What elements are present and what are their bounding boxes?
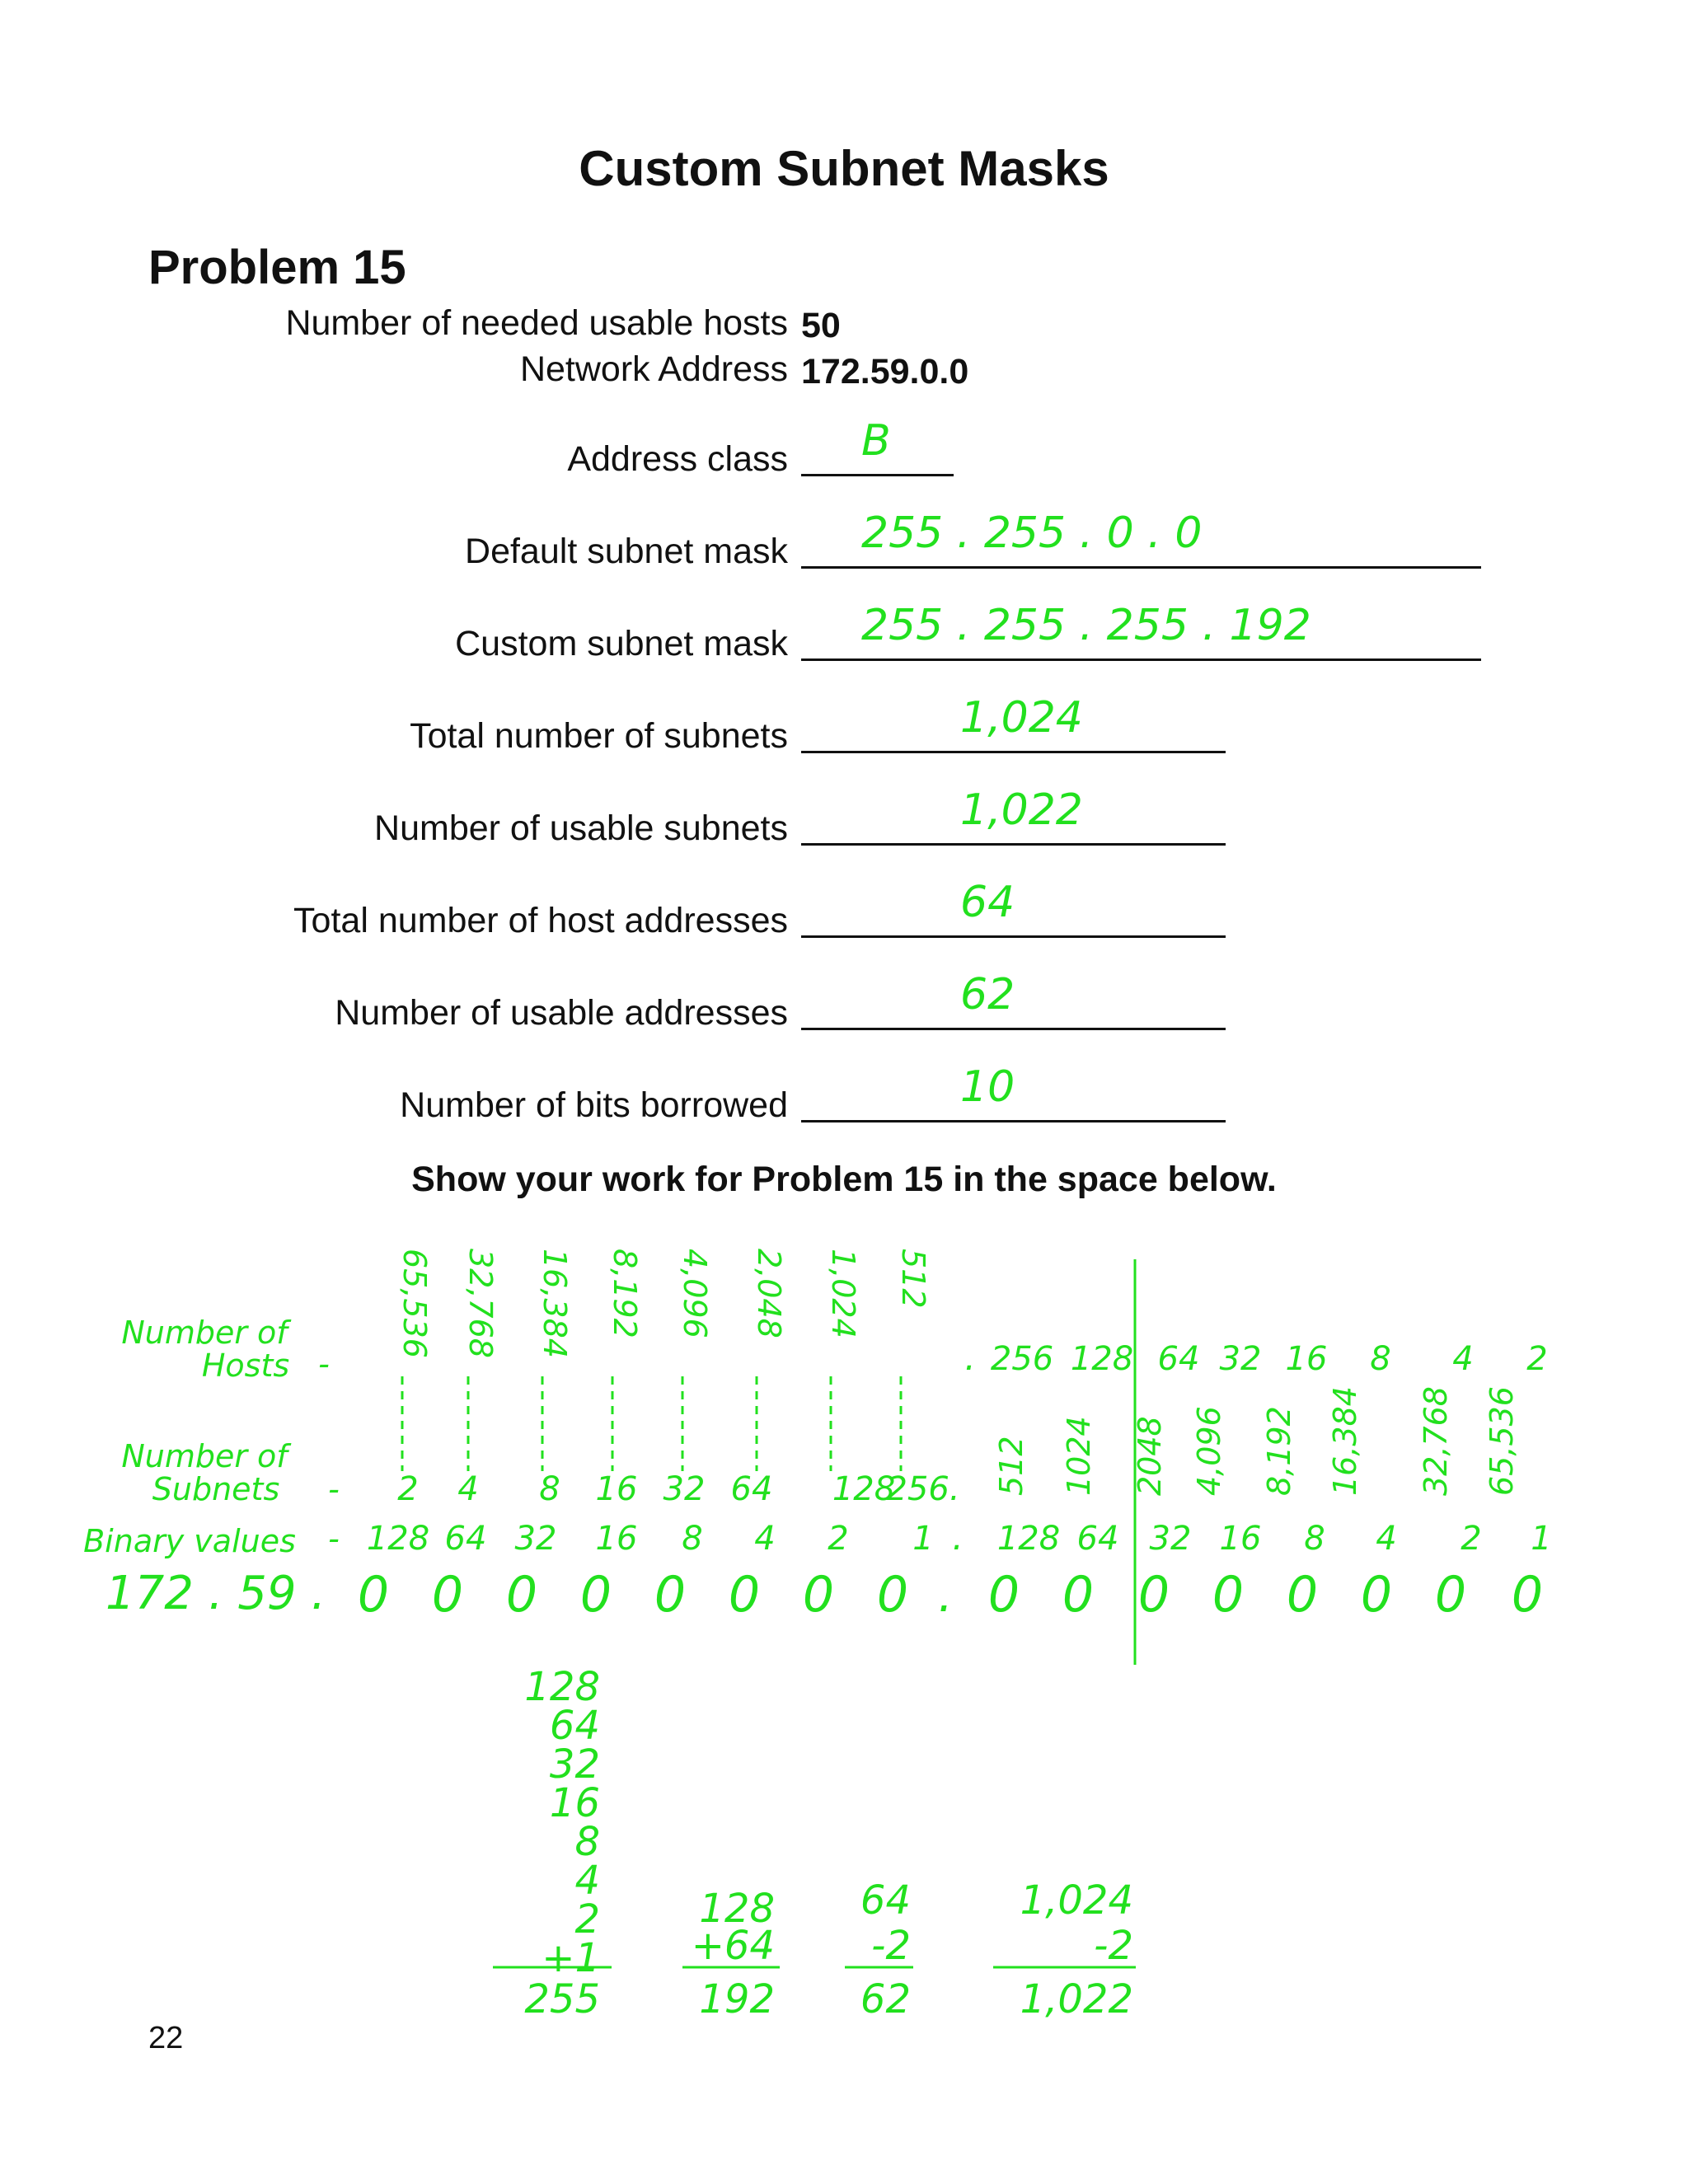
hosts-row-dot: . bbox=[964, 1338, 976, 1378]
sum-addend-2: 2 bbox=[574, 1896, 600, 1943]
hosts-row-label-line2: Hosts bbox=[201, 1347, 290, 1384]
total-hosts-answer: 64 bbox=[960, 878, 1015, 927]
binary-value-128: 128 bbox=[996, 1520, 1061, 1558]
host-count-2: 2 bbox=[1526, 1340, 1548, 1378]
subnets-row-label-line2: Subnets bbox=[152, 1471, 280, 1507]
address-bit: 0 bbox=[802, 1566, 835, 1624]
host-count-256: 256 bbox=[990, 1340, 1054, 1378]
address-bit: 0 bbox=[1062, 1566, 1095, 1624]
host-count-512: 512 bbox=[895, 1249, 931, 1309]
binary-row-label: Binary values bbox=[83, 1523, 296, 1559]
address-bit: 0 bbox=[1286, 1566, 1319, 1624]
page-number: 22 bbox=[148, 2021, 184, 2055]
address-bit: 0 bbox=[505, 1566, 538, 1624]
problem-heading: Problem 15 bbox=[148, 241, 406, 294]
subnet-count-128: 128 bbox=[832, 1470, 896, 1508]
calc-192-result: 192 bbox=[699, 1976, 775, 2022]
subnet-count-2: 2 bbox=[397, 1470, 419, 1508]
subnet-count-16: 16 bbox=[595, 1470, 638, 1508]
binary-value-128: 128 bbox=[366, 1520, 430, 1558]
binary-value-32: 32 bbox=[1149, 1520, 1192, 1558]
host-count-2,048: 2,048 bbox=[751, 1249, 787, 1338]
custom-mask-label: Custom subnet mask bbox=[455, 624, 788, 663]
address-class-answer: B bbox=[861, 416, 891, 466]
sum-addend-128: 128 bbox=[524, 1664, 600, 1710]
host-count-8: 8 bbox=[1370, 1340, 1391, 1378]
sum-addend-64: 64 bbox=[549, 1703, 600, 1749]
sum-addend-+1: +1 bbox=[542, 1935, 600, 1981]
hosts-row-dash: - bbox=[318, 1346, 330, 1382]
subnet-count-4: 4 bbox=[457, 1470, 479, 1508]
sum-addend-8: 8 bbox=[574, 1819, 600, 1865]
calc-192-b: +64 bbox=[691, 1923, 775, 1969]
host-count-16: 16 bbox=[1285, 1340, 1328, 1378]
needed-hosts-value: 50 bbox=[801, 306, 841, 345]
binary-value-64: 64 bbox=[1076, 1520, 1119, 1558]
host-count-4: 4 bbox=[1452, 1340, 1474, 1378]
binary-value-1: 1 bbox=[1531, 1520, 1552, 1558]
address-bit: 0 bbox=[431, 1566, 464, 1624]
binary-value-2: 2 bbox=[1461, 1520, 1482, 1558]
subnet-count-1024: 1024 bbox=[1061, 1416, 1097, 1496]
usable-addresses-label: Number of usable addresses bbox=[335, 993, 788, 1033]
address-bit: 0 bbox=[1434, 1566, 1467, 1624]
subnet-count-32: 32 bbox=[663, 1470, 706, 1508]
subnet-count-64: 64 bbox=[730, 1470, 773, 1508]
address-bit: 0 bbox=[987, 1566, 1020, 1624]
host-count-4,096: 4,096 bbox=[677, 1249, 713, 1338]
subnet-count-8,192: 8,192 bbox=[1261, 1406, 1297, 1496]
binary-value-1: 1 bbox=[912, 1520, 934, 1558]
host-count-65,536: 65,536 bbox=[396, 1249, 433, 1358]
network-address-value: 172.59.0.0 bbox=[801, 352, 969, 391]
usable-subnets-label: Number of usable subnets bbox=[374, 808, 788, 848]
subnet-count-16,384: 16,384 bbox=[1327, 1386, 1363, 1496]
hosts-row-label-line1: Number of bbox=[121, 1315, 288, 1351]
binary-value-16: 16 bbox=[595, 1520, 638, 1558]
bits-borrowed-label: Number of bits borrowed bbox=[400, 1085, 788, 1125]
subnet-count-512: 512 bbox=[993, 1436, 1029, 1496]
binary-value-8: 8 bbox=[1304, 1520, 1325, 1558]
calc-192-a: 128 bbox=[699, 1886, 775, 1932]
calc-62-a: 64 bbox=[860, 1877, 911, 1924]
address-bit: 0 bbox=[876, 1566, 909, 1624]
binary-value-16: 16 bbox=[1219, 1520, 1262, 1558]
sum-addend-4: 4 bbox=[574, 1858, 600, 1904]
calc-1022-a: 1,024 bbox=[1020, 1877, 1133, 1924]
address-dot: . bbox=[938, 1569, 953, 1623]
calc-1022-result: 1,022 bbox=[1020, 1976, 1133, 2022]
address-bit: 0 bbox=[1360, 1566, 1393, 1624]
binary-row-dash: - bbox=[328, 1521, 340, 1557]
subnet-count-8: 8 bbox=[539, 1470, 560, 1508]
bits-borrowed-answer: 10 bbox=[960, 1062, 1015, 1112]
default-mask-answer: 255 . 255 . 0 . 0 bbox=[861, 509, 1203, 558]
sum-total: 255 bbox=[524, 1976, 600, 2022]
subnet-count-2048: 2048 bbox=[1132, 1416, 1168, 1496]
host-count-16,384: 16,384 bbox=[537, 1249, 573, 1358]
host-count-8,192: 8,192 bbox=[607, 1249, 643, 1338]
subnet-count-4,096: 4,096 bbox=[1191, 1406, 1227, 1496]
address-bit: 0 bbox=[654, 1566, 687, 1624]
binary-value-64: 64 bbox=[444, 1520, 487, 1558]
binary-value-32: 32 bbox=[514, 1520, 557, 1558]
host-count-64: 64 bbox=[1157, 1340, 1200, 1378]
network-address-label: Network Address bbox=[519, 349, 788, 389]
needed-hosts-label: Number of needed usable hosts bbox=[285, 303, 788, 343]
total-subnets-label: Total number of subnets bbox=[410, 716, 788, 756]
usable-addresses-answer: 62 bbox=[960, 970, 1015, 1019]
page-title: Custom Subnet Masks bbox=[579, 141, 1109, 196]
calc-62-result: 62 bbox=[860, 1976, 911, 2022]
default-mask-label: Default subnet mask bbox=[465, 532, 788, 571]
sum-addend-32: 32 bbox=[549, 1741, 600, 1788]
show-work-instruction: Show your work for Problem 15 in the space below. bbox=[411, 1160, 1277, 1199]
subnets-row-label-line1: Number of bbox=[121, 1438, 288, 1474]
calc-62-b: -2 bbox=[871, 1923, 911, 1969]
host-count-32,768: 32,768 bbox=[462, 1249, 499, 1358]
usable-subnets-answer: 1,022 bbox=[960, 785, 1083, 835]
address-bit: 0 bbox=[1212, 1566, 1245, 1624]
subnets-row-dash: - bbox=[328, 1471, 340, 1507]
custom-mask-answer: 255 . 255 . 255 . 192 bbox=[861, 601, 1311, 650]
binary-row-dot: . bbox=[952, 1517, 964, 1558]
total-subnets-answer: 1,024 bbox=[960, 693, 1083, 743]
address-bit: 0 bbox=[579, 1566, 612, 1624]
address-bit: 0 bbox=[357, 1566, 390, 1624]
address-class-label: Address class bbox=[567, 439, 788, 479]
subnet-count-256.: 256. bbox=[886, 1470, 960, 1508]
sum-addend-16: 16 bbox=[549, 1780, 600, 1826]
address-bit: 0 bbox=[1137, 1566, 1170, 1624]
address-bit: 0 bbox=[1511, 1566, 1544, 1624]
calc-1022-b: -2 bbox=[1094, 1923, 1133, 1969]
total-hosts-label: Total number of host addresses bbox=[293, 901, 788, 940]
host-count-32: 32 bbox=[1219, 1340, 1262, 1378]
binary-value-2: 2 bbox=[828, 1520, 849, 1558]
binary-value-4: 4 bbox=[754, 1520, 776, 1558]
subnet-count-32,768: 32,768 bbox=[1418, 1386, 1454, 1496]
host-count-1,024: 1,024 bbox=[825, 1249, 861, 1338]
address-bit: 0 bbox=[728, 1566, 761, 1624]
subnet-count-65,536: 65,536 bbox=[1484, 1386, 1520, 1496]
address-prefix: 172 . 59 . bbox=[106, 1567, 326, 1620]
binary-value-8: 8 bbox=[682, 1520, 703, 1558]
host-count-128: 128 bbox=[1070, 1340, 1134, 1378]
binary-value-4: 4 bbox=[1376, 1520, 1397, 1558]
